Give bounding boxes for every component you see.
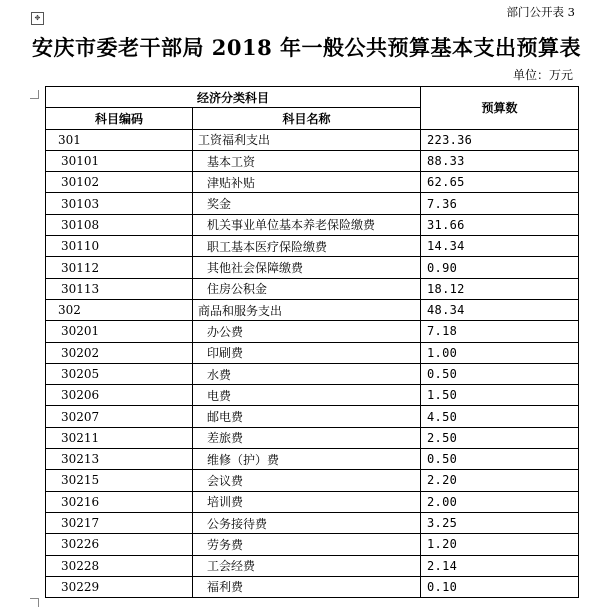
table-row	[46, 150, 579, 171]
cell-name: 办公费	[193, 321, 421, 342]
table-row	[46, 385, 579, 406]
cell-code: 30202	[46, 342, 193, 363]
corner-mark	[30, 598, 39, 607]
unit-label: 单位：万元	[512, 68, 573, 82]
cell-amount: 1.00	[421, 342, 579, 363]
cell-amount: 62.65	[421, 172, 579, 193]
table-row	[46, 449, 579, 470]
cell-amount: 7.18	[421, 321, 579, 342]
table-row	[46, 321, 579, 342]
cell-code: 30108	[46, 214, 193, 235]
cell-amount: 2.00	[421, 491, 579, 512]
cell-code: 30207	[46, 406, 193, 427]
cell-code: 30211	[46, 427, 193, 448]
table-row	[46, 470, 579, 491]
table-row	[46, 555, 579, 576]
table-row	[46, 193, 579, 214]
cell-name: 邮电费	[193, 406, 421, 427]
table-row	[46, 342, 579, 363]
table-row	[46, 129, 579, 150]
cell-name: 劳务费	[193, 534, 421, 555]
cell-amount: 0.50	[421, 363, 579, 384]
cell-name: 其他社会保障缴费	[193, 257, 421, 278]
cell-amount: 31.66	[421, 214, 579, 235]
cell-name: 印刷费	[193, 342, 421, 363]
cell-amount: 88.33	[421, 150, 579, 171]
cell-amount: 0.90	[421, 257, 579, 278]
cell-code: 30110	[46, 236, 193, 257]
cell-name: 津贴补贴	[193, 172, 421, 193]
cell-code: 30228	[46, 555, 193, 576]
table-row	[46, 257, 579, 278]
table-row	[46, 576, 579, 597]
cell-amount: 0.50	[421, 449, 579, 470]
cell-code: 30102	[46, 172, 193, 193]
cell-name: 机关事业单位基本养老保险缴费	[193, 214, 421, 235]
cell-name: 商品和服务支出	[193, 299, 421, 320]
name-header: 科目名称	[193, 108, 421, 129]
table-body	[46, 129, 579, 598]
table-row	[46, 278, 579, 299]
cell-code: 301	[46, 129, 193, 150]
cell-code: 30215	[46, 470, 193, 491]
cell-code: 30206	[46, 385, 193, 406]
table-row	[46, 172, 579, 193]
amount-header: 预算数	[421, 87, 579, 130]
cell-name: 职工基本医疗保险缴费	[193, 236, 421, 257]
cell-code: 30113	[46, 278, 193, 299]
table-row	[46, 427, 579, 448]
cell-code: 30229	[46, 576, 193, 597]
table-row	[46, 299, 579, 320]
cell-name: 培训费	[193, 491, 421, 512]
table-row	[46, 491, 579, 512]
cell-amount: 2.14	[421, 555, 579, 576]
cell-amount: 2.50	[421, 427, 579, 448]
group-header: 经济分类科目	[46, 87, 421, 108]
budget-table	[45, 86, 579, 598]
table-row	[46, 214, 579, 235]
cell-amount: 7.36	[421, 193, 579, 214]
cell-code: 30201	[46, 321, 193, 342]
corner-mark	[30, 90, 39, 99]
cell-amount: 223.36	[421, 129, 579, 150]
cell-code: 30103	[46, 193, 193, 214]
cell-amount: 3.25	[421, 512, 579, 533]
table-row	[46, 512, 579, 533]
cell-name: 会议费	[193, 470, 421, 491]
cell-name: 差旅费	[193, 427, 421, 448]
cell-name: 电费	[193, 385, 421, 406]
cell-name: 住房公积金	[193, 278, 421, 299]
cell-amount: 18.12	[421, 278, 579, 299]
cell-name: 公务接待费	[193, 512, 421, 533]
cell-amount: 1.20	[421, 534, 579, 555]
cell-amount: 2.20	[421, 470, 579, 491]
cell-code: 30217	[46, 512, 193, 533]
cell-amount: 48.34	[421, 299, 579, 320]
table-row	[46, 236, 579, 257]
cell-code: 30213	[46, 449, 193, 470]
cell-code: 30226	[46, 534, 193, 555]
table-row	[46, 534, 579, 555]
cell-code: 30216	[46, 491, 193, 512]
header-row	[46, 87, 579, 108]
table-move-handle-icon[interactable]: ✥	[31, 12, 44, 25]
cell-amount: 0.10	[421, 576, 579, 597]
table-row	[46, 363, 579, 384]
cell-name: 水费	[193, 363, 421, 384]
cell-code: 30205	[46, 363, 193, 384]
cell-name: 基本工资	[193, 150, 421, 171]
cell-code: 302	[46, 299, 193, 320]
table-number: 部门公开表 3	[506, 5, 575, 19]
cell-amount: 14.34	[421, 236, 579, 257]
cell-amount: 4.50	[421, 406, 579, 427]
cell-code: 30101	[46, 150, 193, 171]
cell-code: 30112	[46, 257, 193, 278]
table-row	[46, 406, 579, 427]
page-title: 安庆市委老干部局 2018 年一般公共预算基本支出预算表	[31, 35, 582, 60]
cell-name: 工会经费	[193, 555, 421, 576]
cell-name: 维修（护）费	[193, 449, 421, 470]
cell-amount: 1.50	[421, 385, 579, 406]
cell-name: 工资福利支出	[193, 129, 421, 150]
code-header: 科目编码	[46, 108, 193, 129]
cell-name: 福利费	[193, 576, 421, 597]
cell-name: 奖金	[193, 193, 421, 214]
